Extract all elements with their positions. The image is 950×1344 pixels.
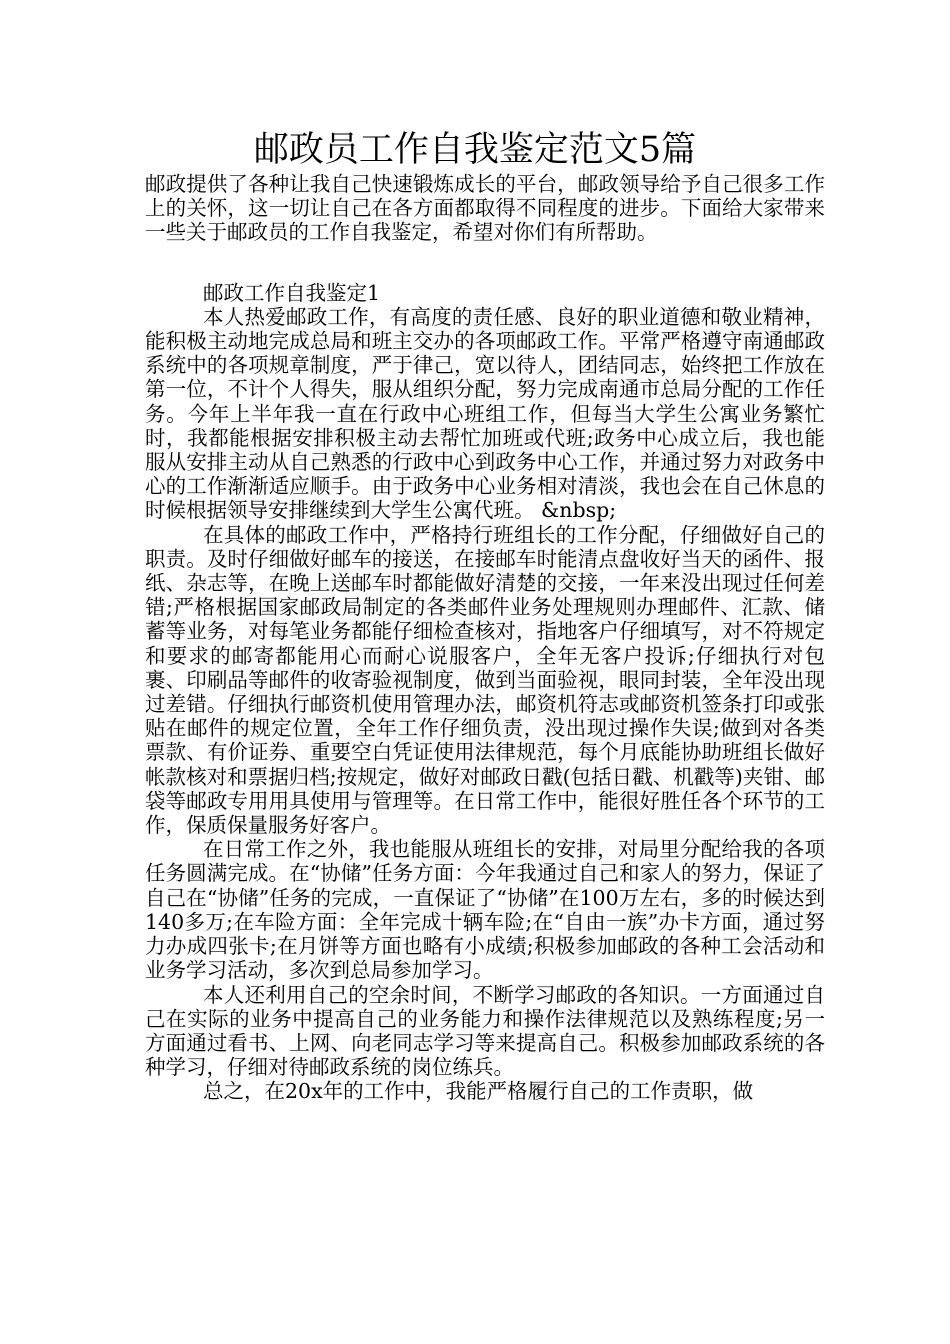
intro-paragraph: 邮政提供了各种让我自己快速锻炼成长的平台，邮政领导给予自己很多工作上的关怀，这一切让自己在各方面都取得不同程度的进步。下面给大家带来一些关于邮政员的工作自我鉴定，希望对你们有所帮助。 [145, 172, 825, 245]
document-body [145, 172, 825, 1104]
body-paragraph-1: 本人热爱邮政工作，有高度的责任感、良好的职业道德和敬业精神，能积极主动地完成总局和班主交办的各项邮政工作。平常严格遵守南通邮政系统中的各项规章制度，严于律己，宽以待人，团结同志，始终把工作放在第一位，不计个人得失，服从组织分配，努力完成南通市总局分配的工作任务。今年上半年我一直在行政中心班组工作，但每当大学生公寓业务繁忙时，我都能根据安排积极主动去帮忙加班或代班;政务中心成立后，我也能服从安排主动从自己熟悉的行政中心到政务中心工作，并通过努力对政务中心的工作渐渐适应顺手。由于政务中心业务相对清淡，我也会在自己休息的时候根据领导安排继续到大学生公寓代班。 &nbsp; [145, 304, 825, 523]
body-paragraph-5: 总之，在20x年的工作中，我能严格履行自己的工作责职，做 [203, 1079, 754, 1104]
section-heading: 邮政工作自我鉴定1 [203, 280, 381, 305]
paragraph-gap [145, 245, 825, 281]
body-paragraph-4: 本人还利用自己的空余时间，不断学习邮政的各知识。一方面通过自己在实际的业务中提高自己的业务能力和操作法律规范以及熟练程度;另一方面通过看书、上网、向老同志学习等来提高自己。积极参加邮政系统的各种学习，仔细对待邮政系统的岗位练兵。 [145, 982, 825, 1080]
body-paragraph-3: 在日常工作之外，我也能服从班组长的安排，对局里分配给我的各项任务圆满完成。在“协储”任务方面：今年我通过自己和家人的努力，保证了自己在“协储”任务的完成，一直保证了“协储”在100万左右，多的时候达到140多万;在车险方面：全年完成十辆车险;在“自由一族”办卡方面，通过努力办成四张卡;在月饼等方面也略有小成绩;积极参加邮政的各种工会活动和业务学习活动，多次到总局参加学习。 [145, 837, 825, 983]
body-paragraph-2: 在具体的邮政工作中，严格持行班组长的工作分配，仔细做好自己的职责。及时仔细做好邮车的接送，在接邮车时能清点盘收好当天的函件、报纸、杂志等，在晚上送邮车时都能做好清楚的交接，一年来没出现过任何差错;严格根据国家邮政局制定的各类邮件业务处理规则办理邮件、汇款、储蓄等业务，对每笔业务都能仔细检查核对，指地客户仔细填写，对不符规定和要求的邮寄都能用心而耐心说服客户，全年无客户投诉;仔细执行对包裹、印刷品等邮件的收寄验视制度，做到当面验视，眼同封装，全年没出现过差错。仔细执行邮资机使用管理办法，邮资机符志或邮资机签条打印或张贴在邮件的规定位置，全年工作仔细负责，没出现过操作失误;做到对各类票款、有价证券、重要空白凭证使用法律规范，每个月底能协助班组长做好帐款核对和票据归档;按规定，做好对邮政日戳(包括日戳、机戳等)夹钳、邮袋等邮政专用用具使用与管理等。在日常工作中，能很好胜任各个环节的工作，保质保量服务好客户。 [145, 522, 825, 838]
document-title: 邮政员工作自我鉴定范文5篇 [253, 130, 697, 170]
